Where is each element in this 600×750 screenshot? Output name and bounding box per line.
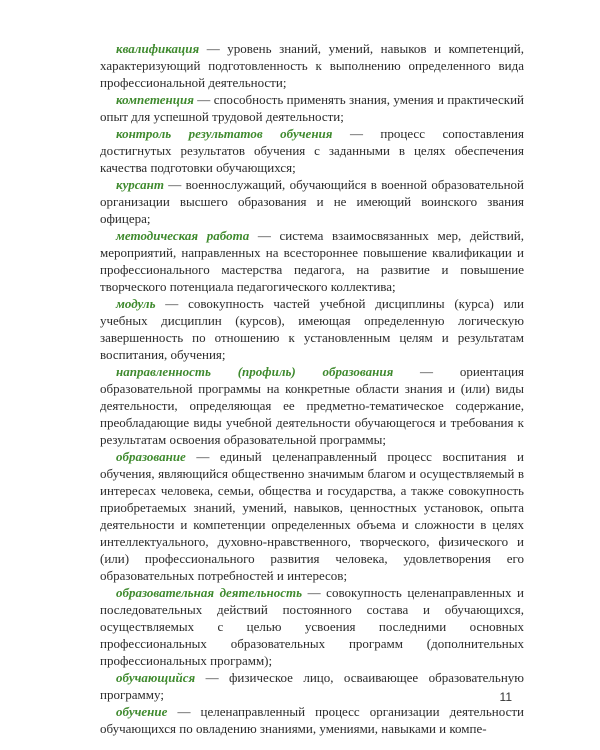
glossary-term: методическая работа [116,228,250,243]
glossary-entry-obuchenie [100,703,524,737]
glossary-definition: — военнослужащий, обучающийся в военной образовательной организации высшего образования и не имеющий воинского звания офицера; [100,177,524,226]
glossary-text [100,40,524,737]
glossary-definition: — целенаправленный процесс организации деятельности обучающихся по овладению знаниями, умениями, навыками и компе- [100,704,524,736]
glossary-term: компетенция [116,92,194,107]
glossary-term: обучающийся [116,670,196,685]
glossary-term: квалификация [116,41,200,56]
glossary-entry-kompetentsiya [100,91,524,125]
glossary-entry-obrazovanie [100,448,524,584]
glossary-definition: — процесс сопоставления достигнутых результатов обучения с заданными в целях обеспечения качества подготовки обучающихся; [100,126,524,175]
glossary-term: образовательная деятельность [116,585,303,600]
glossary-entry-kvalifikatsiya [100,40,524,91]
glossary-definition: — система взаимосвязанных мер, действий, мероприятий, направленных на всестороннее повышение квалификации и профессионального мастерства педагога, на развитие и повышение творческого потенциала педагогического коллектива; [100,228,524,294]
glossary-term: направленность (профиль) образования [116,364,394,379]
glossary-definition: — ориентация образовательной программы на конкретные области знания и (или) виды деятельности, определяющая ее предметно-тематическое содержание, преобладающие виды учебной деятельности обучающегося и требования к результатам освоения образовательной программы; [100,364,524,447]
glossary-definition: — совокупность частей учебной дисциплины (курса) или учебных дисциплин (курсов), имеющая определенную логическую завершенность по отношению к установленным целям и результатам воспитания, обучения; [100,296,524,362]
glossary-definition: — физическое лицо, осваивающее образовательную программу; [100,670,524,702]
glossary-entry-kontrol [100,125,524,176]
glossary-term: курсант [116,177,164,192]
glossary-term: контроль результатов обучения [116,126,333,141]
glossary-term: образование [116,449,186,464]
glossary-definition: — совокупность целенаправленных и последовательных действий постоянного состава и обучающихся, осуществляемых с целью усвоения последними основных профессиональных образовательных программ (дополнительных профессиональных программ); [100,585,524,668]
glossary-term: обучение [116,704,168,719]
glossary-entry-obuchayushchiysya [100,669,524,703]
glossary-entry-modul [100,295,524,363]
glossary-definition: — единый целенаправленный процесс воспитания и обучения, являющийся общественно значимым благом и осуществляемый в интересах человека, семьи, общества и государства, а также совокупность приобретаемых знаний, умений, навыков, ценностных установок, опыта деятельности и компетенции определенных объема и сложности в целях интеллектуального, духовно-нравственного, творческого, физического и (или) профессионального развития человека, удовлетворения его образовательных потребностей и интересов; [100,449,524,583]
glossary-entry-napravlennost [100,363,524,448]
glossary-entry-obrazovatelnaya-deyatelnost [100,584,524,669]
glossary-term: модуль [116,296,156,311]
glossary-definition: — уровень знаний, умений, навыков и компетенций, характеризующий подготовленность к выполнению определенного вида профессиональной деятельности; [100,41,524,90]
page-number: 11 [499,690,512,704]
glossary-entry-kursant [100,176,524,227]
glossary-definition: — способность применять знания, умения и практический опыт для успешной трудовой деятельности; [100,92,524,124]
glossary-entry-metodicheskaya-rabota [100,227,524,295]
